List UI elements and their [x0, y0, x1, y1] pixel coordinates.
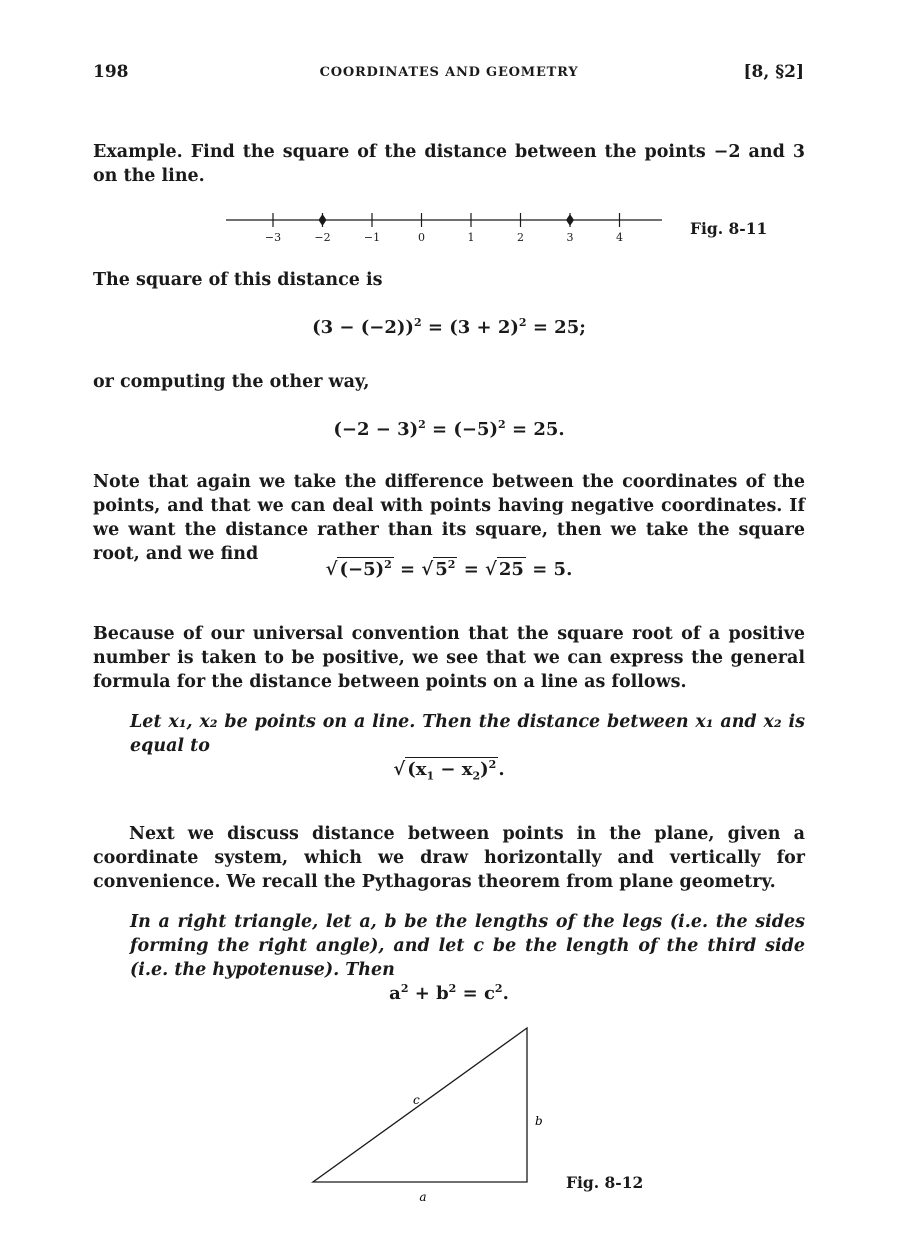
example-text: Find the square of the distance between the points −2 and 3 on the line.: [93, 142, 805, 186]
tick-label: 4: [616, 231, 623, 244]
page-number: 198: [93, 62, 129, 82]
fig-8-12-label: Fig. 8-12: [566, 1173, 644, 1192]
text-note-difference: Note that again we take the difference between the coordinates of the points, and that we can deal with points having negative coordinates. If we want the distance rather than its square, then we take the square root, and we find: [93, 472, 805, 564]
tick-label: 3: [566, 231, 574, 244]
side-a-label: a: [419, 1190, 427, 1204]
tick-label: −1: [363, 231, 381, 244]
text-convention: Because of our universal convention that the square root of a positive number is taken to be positive, we see that we can express the general formula for the distance between points on a line as follows.: [93, 624, 805, 692]
side-c-label: c: [413, 1093, 420, 1107]
formula-2: $(-2 - 3)^2 = (-5)^2 = 25$.: [333, 418, 565, 440]
tick-label: 1: [467, 231, 475, 244]
formula-4: √ $(x_1 - x_2)^2$ .: [393, 758, 505, 783]
triangle-shape: [313, 1028, 527, 1182]
number-line-figure: [226, 205, 696, 245]
text-other-way: or computing the other way,: [93, 372, 370, 392]
marked-point: [566, 214, 574, 226]
section-reference: [8, §2]: [743, 62, 804, 82]
formula-3: √ $(-5)^2$ = √ $5^2$ = √ 25 = 5.: [325, 558, 573, 580]
formula-1: $(3 - (-2))^2 = (3 + 2)^2 = 25$;: [312, 316, 586, 338]
tick-label: 0: [418, 231, 425, 244]
marked-point: [319, 214, 327, 226]
text-plane-distance: Next we discuss distance between points in the plane, given a coordinate system, which we draw horizontally and vertically for convenience. We recall the Pythagoras theorem from plane geometry.: [93, 824, 805, 892]
example-paragraph: [93, 140, 805, 188]
side-b-label: b: [535, 1114, 543, 1128]
formula-5: $a^2 + b^2 = c^2$.: [389, 982, 509, 1004]
running-title: COORDINATES AND GEOMETRY: [319, 65, 579, 80]
example-lead: Example.: [93, 142, 183, 162]
pythagoras-statement: In a right triangle, let a, b be the lengths of the legs (i.e. the sides forming the right angle), and let c be the length of the third side (i.e. the hypotenuse). Then: [130, 912, 805, 980]
theorem-line-distance: Let x₁, x₂ be points on a line. Then the distance between x₁ and x₂ is equal to: [130, 712, 805, 756]
tick-label: −3: [264, 231, 282, 244]
fig-8-11-label: Fig. 8-11: [690, 219, 768, 238]
right-triangle-figure: [305, 1020, 545, 1204]
tick-label: −2: [314, 231, 331, 244]
tick-label: 2: [517, 231, 524, 244]
text-square-distance: The square of this distance is: [93, 270, 383, 290]
